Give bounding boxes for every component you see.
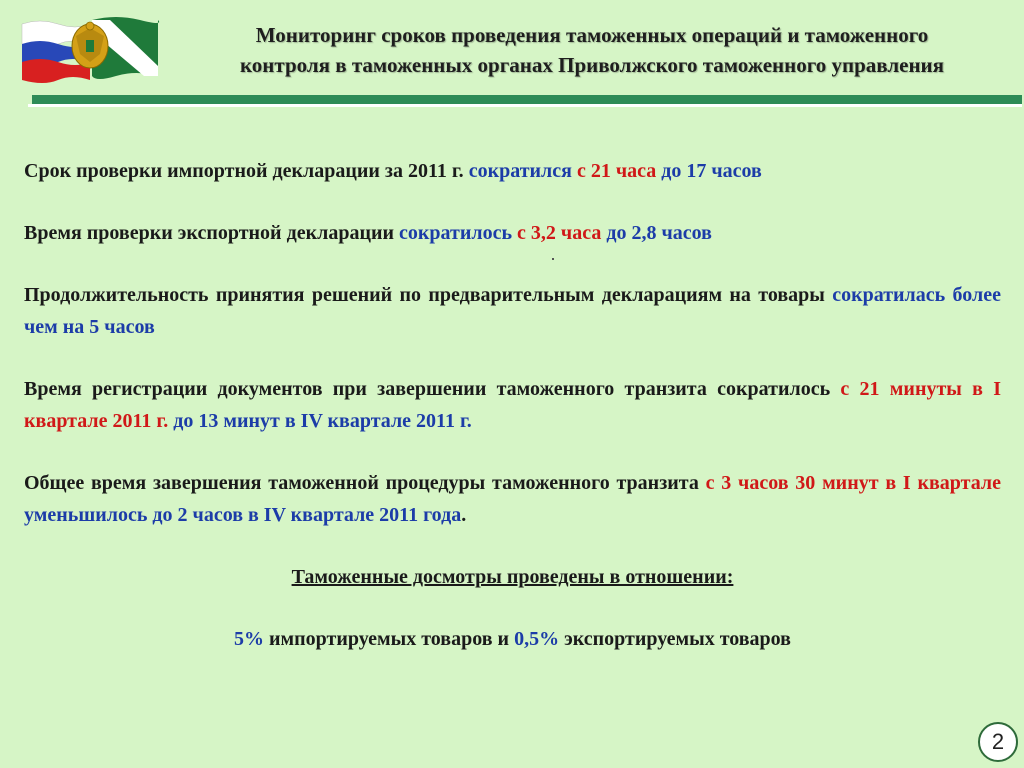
slide-content [24,155,1001,685]
paragraph-transit-registration [24,373,1001,437]
text: Продолжительность принятия решений по предварительным декларациям на товары [24,284,825,306]
text: импортируемых товаров и [269,628,510,650]
highlight-blue: до 13 минут в IV квартале 2011 г. [173,410,472,432]
text: . [461,504,467,526]
highlight-blue: до 17 часов [661,160,762,182]
text: Общее время завершения таможенной процедуры таможенного транзита [24,472,699,494]
paragraph-transit-completion [24,467,1001,531]
header-divider-white [28,104,1022,107]
highlight-blue: уменьшилось до 2 часов в IV квартале 2011 года [24,504,462,526]
paragraph-import-declaration [24,155,1001,187]
highlight-blue: сократилось [399,222,513,244]
header-divider [32,95,1022,104]
title-line-2: контроля в таможенных органах Приволжского таможенного управления [239,53,945,77]
highlight-red: с 3,2 часа [517,222,602,244]
page-title [162,20,1022,80]
highlight-red: с 3 часов 30 минут в I квартале [705,472,1001,494]
highlight-red: с 21 минуты в I квартале 2011 г. [24,378,1001,432]
text: Срок проверки импортной декларации за 2011 г. [24,160,464,182]
inspections-values [24,623,1001,655]
import-percentage: 5% [234,628,264,650]
highlight-red: с 21 часа [576,160,657,182]
highlight-blue: сократилась более чем на 5 часов [24,284,1002,338]
inspections-heading [24,561,1001,593]
text: Время регистрации документов при завершении таможенного транзита сократилось [24,378,831,400]
highlight-blue: сократился [468,160,572,182]
paragraph-preliminary-decisions [24,279,1001,343]
customs-emblem-icon [20,10,160,90]
title-line-1: Мониторинг сроков проведения таможенных операций и таможенного [255,23,929,47]
highlight-blue: до 2,8 часов [606,222,712,244]
export-percentage: 0,5% [514,628,560,650]
slide-header [0,0,1024,118]
text: экспортируемых товаров [564,628,791,650]
section-heading: Таможенные досмотры проведены в отношении: [291,566,734,588]
paragraph-export-declaration [24,217,1001,249]
text: Время проверки экспортной декларации [24,222,395,244]
page-number-badge: 2 [978,722,1018,762]
